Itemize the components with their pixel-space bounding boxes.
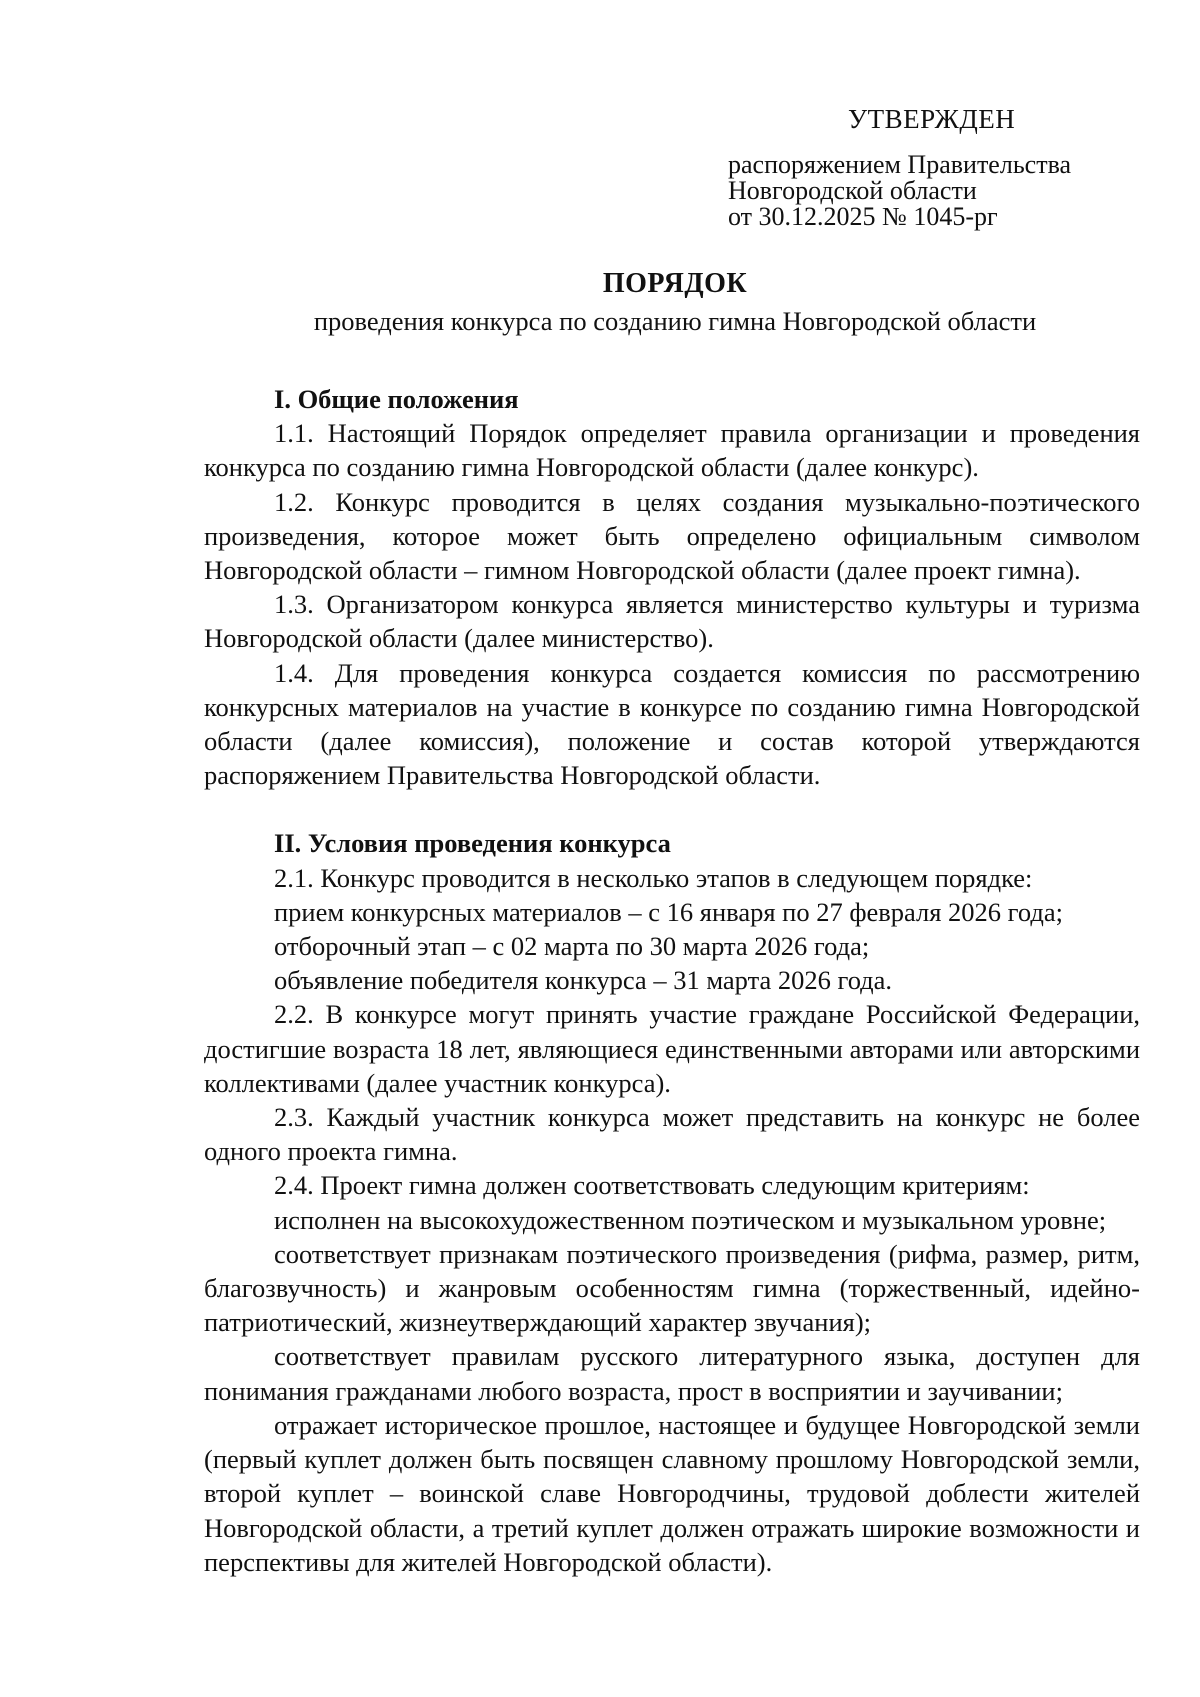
- approval-line: от 30.12.2025 № 1045-рг: [728, 202, 998, 231]
- paragraph: 1.1. Настоящий Порядок определяет правила организации и проведения конкурса по созданию гимна Новгородской области (далее конкурс).: [204, 418, 1140, 483]
- list-item: исполнен на высокохудожественном поэтическом и музыкальном уровне;: [274, 1204, 1107, 1235]
- approval-line: распоряжением Правительства: [728, 150, 1072, 179]
- section-heading: I. Общие положения: [274, 384, 519, 414]
- section-heading: II. Условия проведения конкурса: [274, 828, 671, 859]
- list-item: соответствует признакам поэтического произведения (рифма, размер, ритм, благозвучность) и жанровым особенностям гимна (торжественный, идейно-патриотический, жизнеутверждающий характер звучания);: [204, 1238, 1140, 1338]
- approval-stamp: [728, 106, 1148, 230]
- paragraph: 2.4. Проект гимна должен соответствовать следующим критериям:: [274, 1170, 1030, 1201]
- section-spacer: [204, 792, 1140, 826]
- paragraph: 2.2. В конкурсе могут принять участие граждане Российской Федерации, достигшие возраста 18 лет, являющиеся единственными авторами или авторскими коллективами (далее участник конкурса).: [204, 999, 1140, 1098]
- paragraph: 2.1. Конкурс проводится в несколько этапов в следующем порядке:: [274, 862, 1033, 893]
- paragraph: 1.3. Организатором конкурса является министерство культуры и туризма Новгородской области (далее министерство).: [204, 589, 1140, 654]
- list-item: прием конкурсных материалов – с 16 января по 27 февраля 2026 года;: [274, 896, 1063, 927]
- approval-title: УТВЕРЖДЕН: [848, 104, 1016, 134]
- document-subtitle: проведения конкурса по созданию гимна Новгородской области: [313, 306, 1037, 336]
- document-title: ПОРЯДОК: [602, 268, 748, 299]
- list-item: отражает историческое прошлое, настоящее и будущее Новгородской земли (первый куплет должен быть посвящен славному прошлому Новгородской земли, второй куплет – воинской славе Новгородчины, трудовой доблести жителей Новгородской области, а третий куплет должен отражать широкие возможности и перспективы для жителей Новгородской области).: [204, 1409, 1140, 1577]
- approval-line: Новгородской области: [728, 176, 977, 205]
- document-body: [204, 382, 1140, 1579]
- list-item: объявление победителя конкурса – 31 марта 2026 года.: [274, 965, 893, 996]
- paragraph: 1.4. Для проведения конкурса создается комиссия по рассмотрению конкурсных материалов на участие в конкурсе по созданию гимна Новгородской области (далее комиссия), положение и состав которой утверждаются распоряжением Правительства Новгородской области.: [204, 657, 1140, 791]
- list-item: соответствует правилам русского литературного языка, доступен для понимания гражданами любого возраста, прост в восприятии и заучивании;: [204, 1341, 1140, 1406]
- list-item: отборочный этап – с 02 марта по 30 марта 2026 года;: [274, 931, 870, 962]
- paragraph: 2.3. Каждый участник конкурса может представить на конкурс не более одного проекта гимна.: [204, 1102, 1140, 1167]
- paragraph: 1.2. Конкурс проводится в целях создания музыкально-поэтического произведения, которое может быть определено официальным символом Новгородской области – гимном Новгородской области (далее проект гимна).: [204, 486, 1140, 586]
